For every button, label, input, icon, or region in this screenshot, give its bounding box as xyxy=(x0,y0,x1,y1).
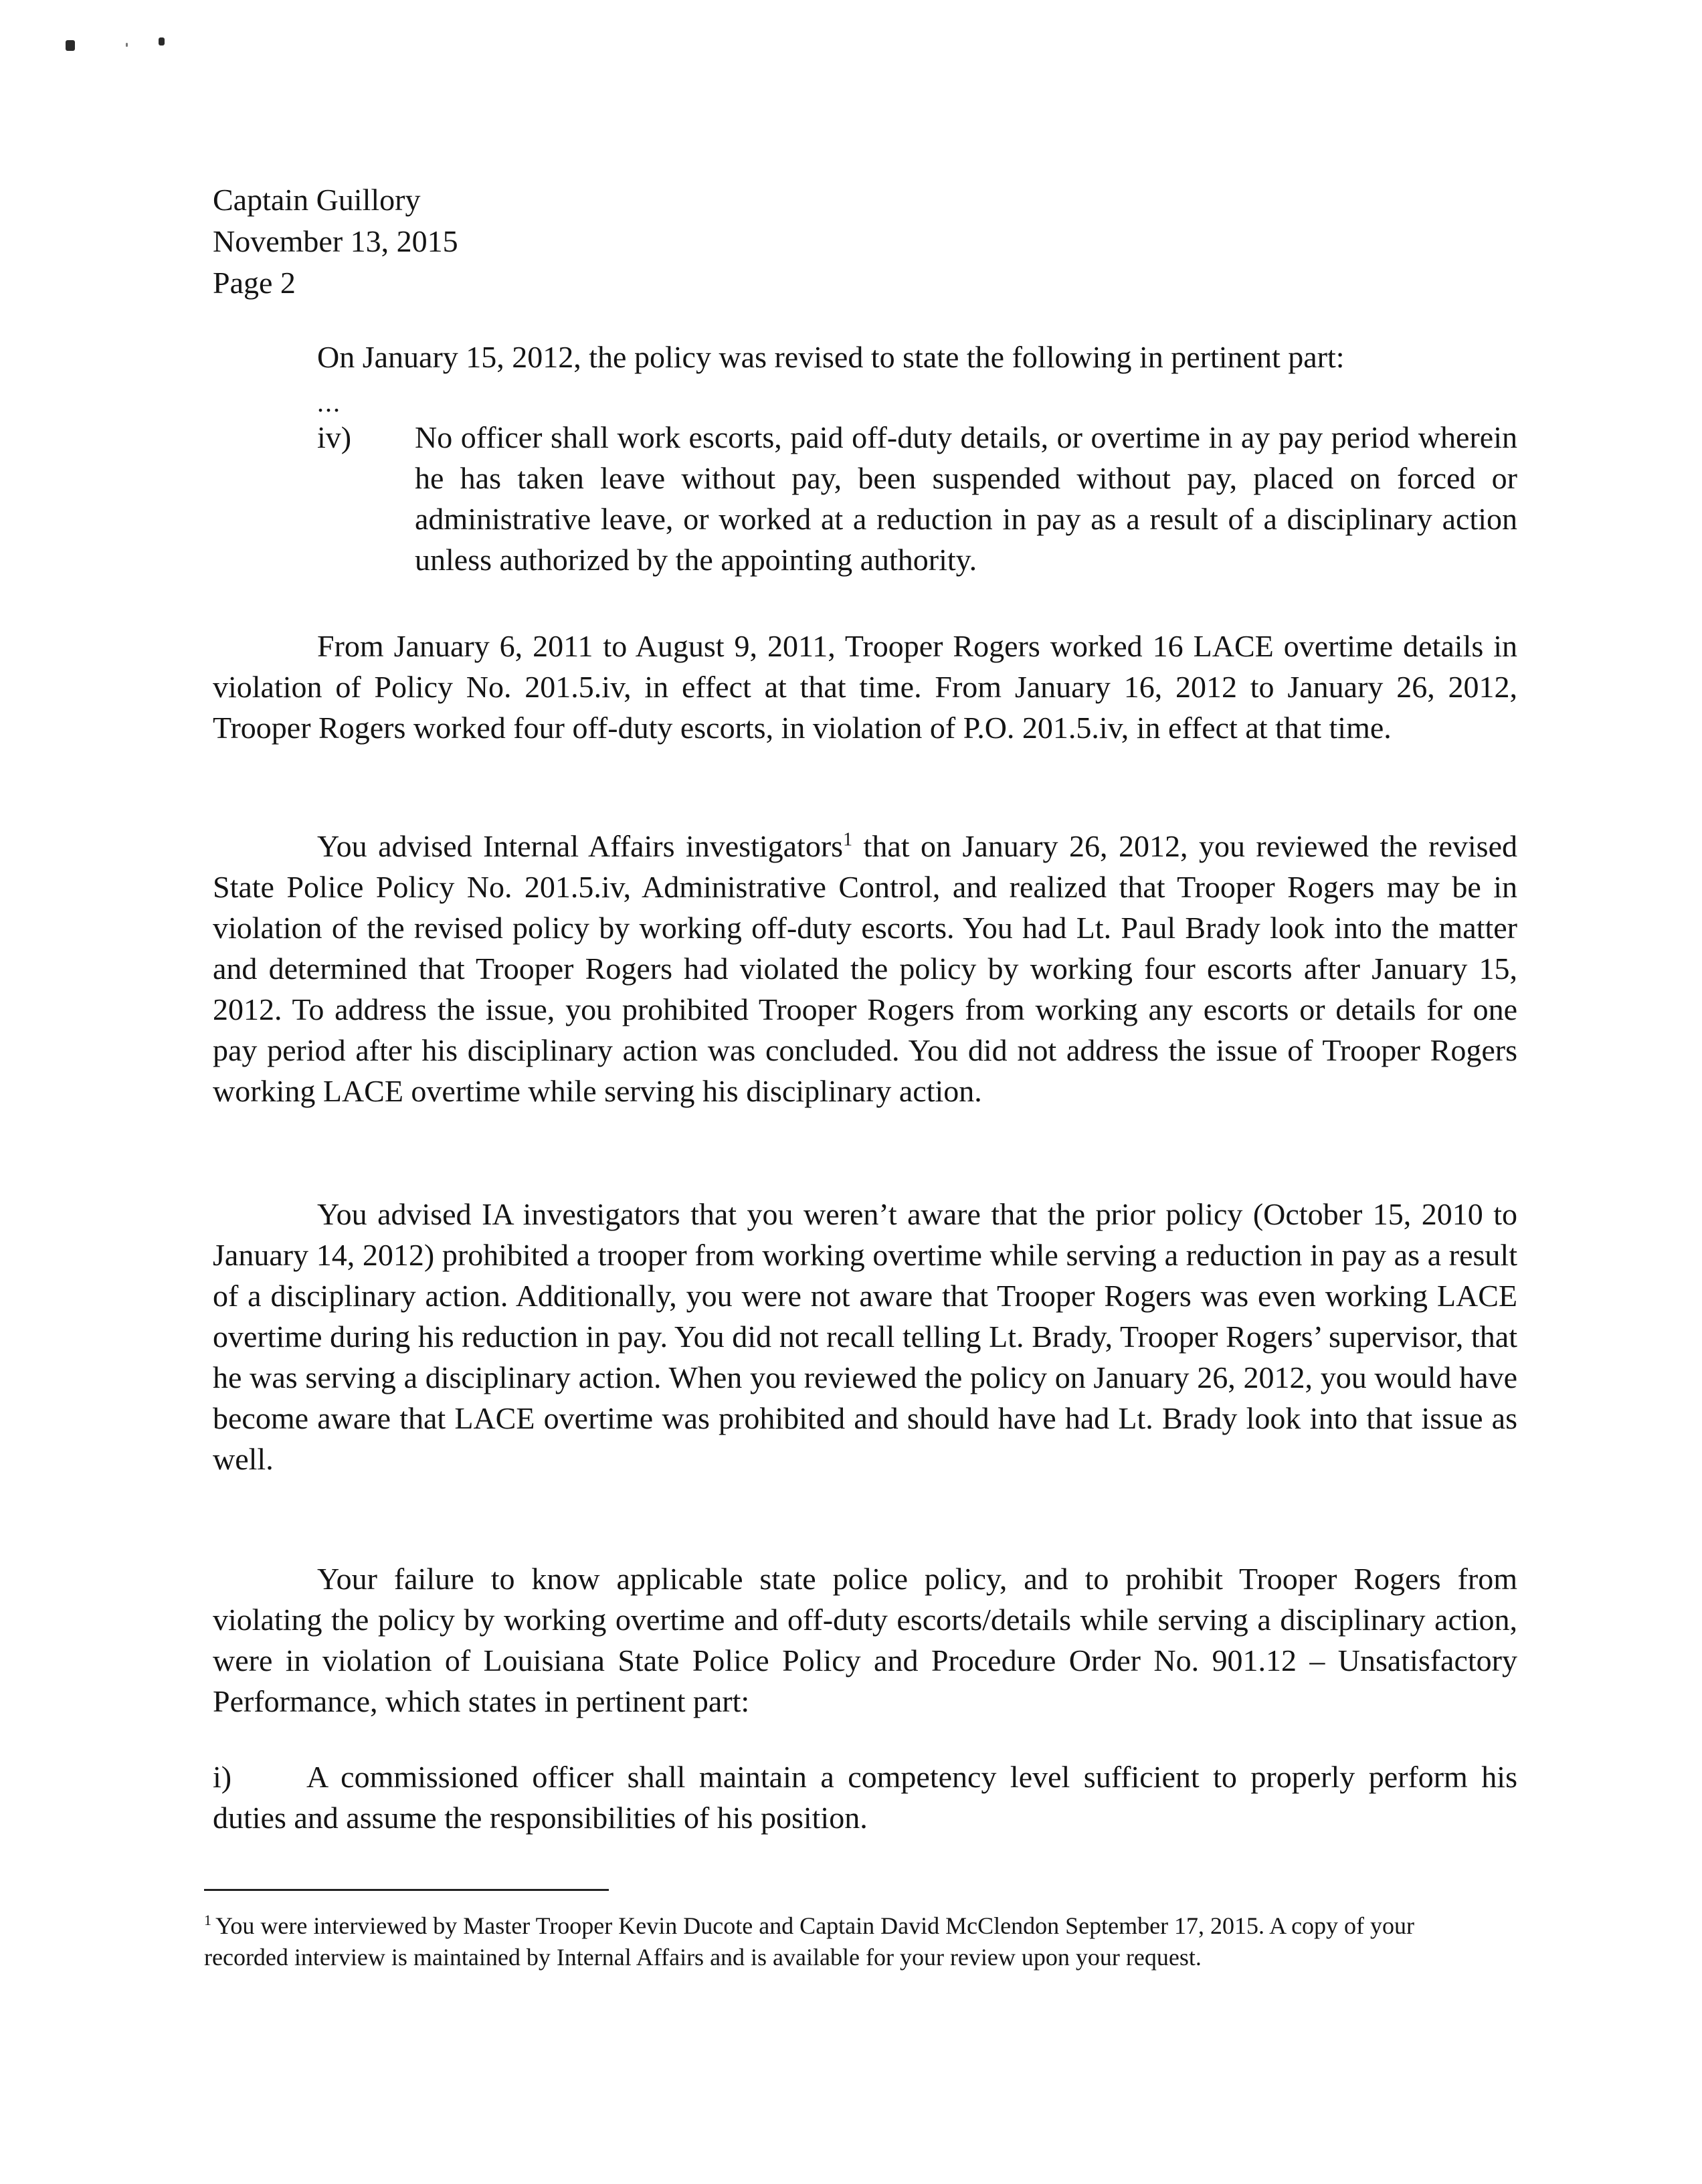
paragraph-text: that on January 26, 2012, you reviewed the revised State Police Policy No. 201.5.iv, Administrative Control, and realized that Trooper Rogers may be in violation of the revised policy by working off-duty escorts. You had Lt. Paul Brady look into the matter and determined that Trooper Rogers had violated the policy by working four escorts after January 15, 2012. To address the issue, you prohibited Trooper Rogers from working any escorts or details for one pay period after his disciplinary action was concluded. You did not address the issue of Trooper Rogers working LACE overtime while serving his disciplinary action. xyxy=(213,829,1517,1108)
paragraph-failure: Your failure to know applicable state police policy, and to prohibit Trooper Rogers from violating the policy by working overtime and off-duty escorts/details while serving a disciplinary action, were in violation of Louisiana State Police Policy and Procedure Order No. 901.12 – Unsatisfactory Performance, which states in pertinent part: xyxy=(213,1562,1517,1718)
recipient-name: Captain Guillory xyxy=(213,183,421,217)
paragraph-prior-policy: You advised IA investigators that you weren’t aware that the prior policy (October 15, 2010 to January 14, 2012) prohibited a trooper from working overtime while serving a reduction in pay as a result of a disciplinary action. Additionally, you were not aware that Trooper Rogers was even working LACE overtime during his reduction in pay. You did not recall telling Lt. Brady, Trooper Rogers’ supervisor, that he was serving a disciplinary action. When you reviewed the policy on January 26, 2012, you would have become aware that LACE overtime was prohibited and should have had Lt. Brady look into that issue as well. xyxy=(213,1197,1517,1476)
paragraph-text: You advised Internal Affairs investigators xyxy=(317,829,844,863)
scan-speck xyxy=(159,37,165,46)
policy-item-text: No officer shall work escorts, paid off-duty details, or overtime in ay pay period wherein he has taken leave without pay, been suspended without pay, placed on forced or administrative leave, or worked at a reduction in pay as a result of a disciplinary action unless authorized by the appointing authority. xyxy=(415,420,1517,577)
requirement-item-i xyxy=(213,1756,1517,1838)
requirement-text: A commissioned officer shall maintain a competency level sufficient to properly perform his duties and assume the responsibilities of his position. xyxy=(213,1760,1517,1835)
omission-ellipsis: ... xyxy=(317,387,341,418)
paragraph-ia-review xyxy=(213,826,1517,1111)
letter-date: November 13, 2015 xyxy=(213,224,458,258)
letter-header xyxy=(213,179,458,304)
policy-revision-intro: On January 15, 2012, the policy was revised to state the following in pertinent part: xyxy=(317,340,1345,374)
page-number: Page 2 xyxy=(213,266,296,300)
footnote-text: You were interviewed by Master Trooper Kevin Ducote and Captain David McClendon September 17, 2015. A copy of your recorded interview is maintained by Internal Affairs and is available for your review upon your request. xyxy=(204,1912,1415,1971)
scan-speck xyxy=(66,40,75,51)
scan-speck xyxy=(126,43,128,47)
policy-item-iv xyxy=(317,417,1517,580)
footnote-reference[interactable]: 1 xyxy=(843,829,853,850)
requirement-number: i) xyxy=(213,1760,232,1794)
policy-item-number: iv) xyxy=(317,420,352,454)
footnote xyxy=(204,1910,1489,1973)
paragraph-violations: From January 6, 2011 to August 9, 2011, Trooper Rogers worked 16 LACE overtime details in violation of Policy No. 201.5.iv, in effect at that time. From January 16, 2012 to January 26, 2012, Trooper Rogers worked four off-duty escorts, in violation of P.O. 201.5.iv, in effect at that time. xyxy=(213,629,1517,745)
footnote-separator xyxy=(204,1889,609,1891)
footnote-marker: 1 xyxy=(204,1912,211,1928)
